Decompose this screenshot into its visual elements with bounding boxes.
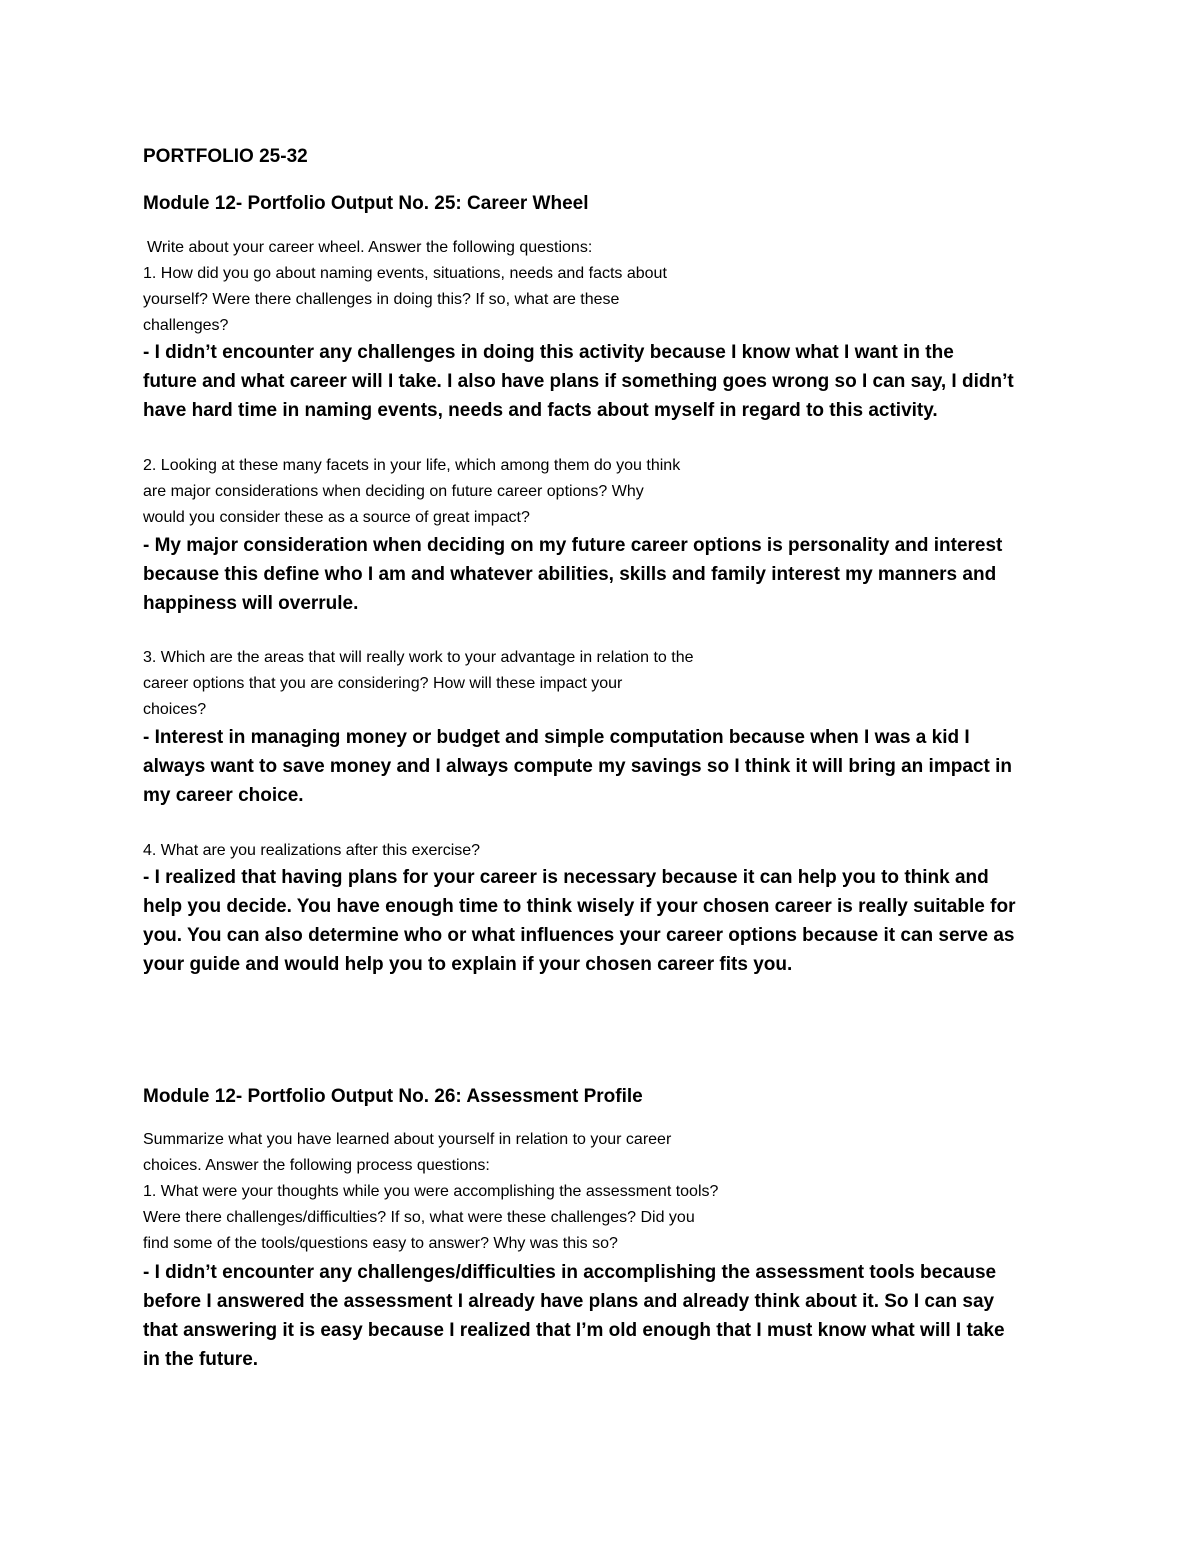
answer-line: in the future. [143,1349,259,1370]
answer-line: future and what career will I take. I also have plans if something goes wrong so I can say, I didn’t [143,371,1014,392]
answer-line: that answering it is easy because I realized that I’m old enough that I must know what will I take [143,1320,1005,1341]
prompt-line: Summarize what you have learned about yourself in relation to your career [143,1131,672,1148]
prompt-line: Were there challenges/difficulties? If so, what were these challenges? Did you [143,1209,695,1226]
question-4-answer [143,863,1015,979]
answer-line: always want to save money and I always compute my savings so I think it will bring an impact in [143,756,1012,777]
prompt-line: are major considerations when deciding on future career options? Why [143,483,644,500]
answer-line: - I realized that having plans for your career is necessary because it can help you to think and [143,867,989,888]
prompt-line: 2. Looking at these many facets in your life, which among them do you think [143,457,681,474]
module-26-answer [143,1258,1005,1374]
prompt-line: 1. What were your thoughts while you were accomplishing the assessment tools? [143,1183,719,1200]
prompt-line: career options that you are considering? How will these impact your [143,675,623,692]
question-2-answer [143,531,1002,618]
module-26-heading: Module 12- Portfolio Output No. 26: Assessment Profile [143,1086,643,1107]
question-3-answer [143,723,1012,810]
answer-line: - I didn’t encounter any challenges in doing this activity because I know what I want in the [143,342,954,363]
answer-line: my career choice. [143,785,304,806]
module-25-intro: Write about your career wheel. Answer the following questions: [147,239,593,256]
answer-line: have hard time in naming events, needs and facts about myself in regard to this activity. [143,400,938,421]
prompt-line: 3. Which are the areas that will really work to your advantage in relation to the [143,649,694,666]
prompt-line: 1. How did you go about naming events, situations, needs and facts about [143,265,667,282]
question-1-prompt [143,261,667,339]
prompt-line: choices. Answer the following process questions: [143,1157,490,1174]
module-26-prompt [143,1127,718,1257]
answer-line: help you decide. You have enough time to think wisely if your chosen career is really suitable for [143,896,1016,917]
question-4-prompt [143,838,480,864]
answer-line: - I didn’t encounter any challenges/difficulties in accomplishing the assessment tools because [143,1262,997,1283]
prompt-line: would you consider these as a source of great impact? [143,509,530,526]
prompt-line: 4. What are you realizations after this exercise? [143,842,481,859]
prompt-line: challenges? [143,317,229,334]
answer-line: you. You can also determine who or what influences your career options because it can serve as [143,925,1015,946]
answer-line: happiness will overrule. [143,593,359,614]
answer-line: your guide and would help you to explain if your chosen career fits you. [143,954,793,975]
prompt-line: choices? [143,701,207,718]
prompt-line: yourself? Were there challenges in doing this? If so, what are these [143,291,620,308]
question-3-prompt [143,645,694,723]
module-25-heading: Module 12- Portfolio Output No. 25: Career Wheel [143,193,589,214]
prompt-line: find some of the tools/questions easy to answer? Why was this so? [143,1235,618,1252]
question-2-prompt [143,453,680,531]
answer-line: because this define who I am and whatever abilities, skills and family interest my manners and [143,564,997,585]
question-1-answer [143,338,1014,425]
answer-line: before I answered the assessment I already have plans and already think about it. So I can say [143,1291,995,1312]
answer-line: - Interest in managing money or budget and simple computation because when I was a kid I [143,727,970,748]
document-title: PORTFOLIO 25-32 [143,146,308,167]
answer-line: - My major consideration when deciding on my future career options is personality and interest [143,535,1003,556]
